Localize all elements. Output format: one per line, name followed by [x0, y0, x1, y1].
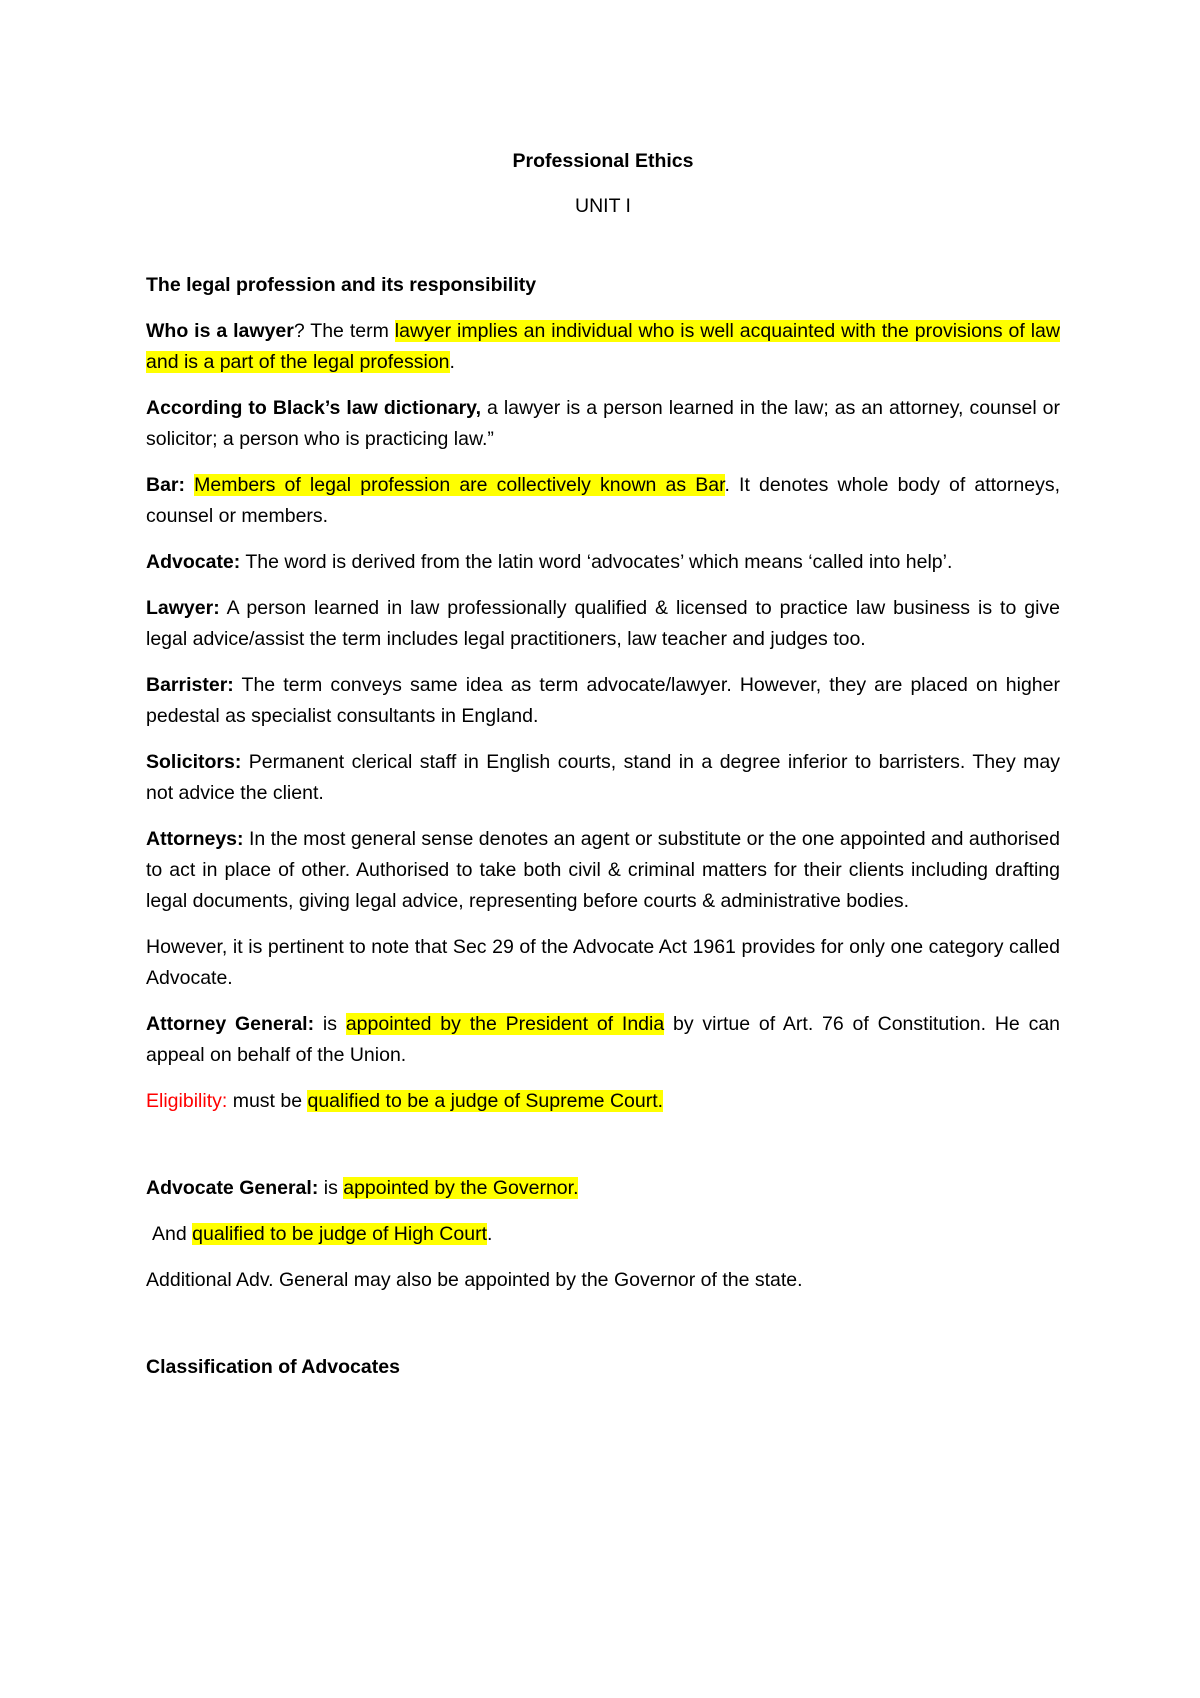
paragraph-eligibility: [146, 1086, 1060, 1117]
section-heading: The legal profession and its responsibility: [146, 274, 537, 296]
and-end: .: [487, 1223, 493, 1245]
and-pre: And: [152, 1223, 193, 1245]
advocate-text: The word is derived from the latin word ‘advocates’ which means ‘called into help’.: [240, 551, 953, 573]
paragraph-solicitors: [146, 747, 1060, 809]
classification-heading: Classification of Advocates: [146, 1356, 400, 1378]
solicitors-text: Permanent clerical staff in English courts, stand in a degree inferior to barristers. They may not advice the client.: [146, 751, 1060, 804]
attorneys-text: In the most general sense denotes an agent or substitute or the one appointed and authorised to act in place of other. Authorised to take both civil & criminal matters for their clients including drafting legal documents, giving legal advice, representing before courts & administrative bodies.: [146, 828, 1060, 912]
bar-highlight: Members of legal profession are collectively known as Bar: [194, 474, 725, 496]
paragraph-bar: [146, 470, 1060, 532]
paragraph-lawyer: [146, 593, 1060, 655]
paragraph-advocate: [146, 547, 1060, 578]
label-blacks-dictionary: According to Black’s law dictionary,: [146, 397, 481, 419]
label-attorneys: Attorneys:: [146, 828, 244, 850]
label-bar: Bar:: [146, 474, 186, 496]
label-lawyer: Lawyer:: [146, 597, 220, 619]
label-eligibility: Eligibility:: [146, 1090, 228, 1112]
label-solicitors: Solicitors:: [146, 751, 242, 773]
lawyer-text: A person learned in law professionally qualified & licensed to practice law business is to give legal advice/assist the term includes legal practitioners, law teacher and judges too.: [146, 597, 1060, 650]
paragraph-attorney-general: [146, 1009, 1060, 1071]
eligibility-highlight: qualified to be a judge of Supreme Court.: [307, 1090, 664, 1112]
paragraph-sec29: However, it is pertinent to note that Sec 29 of the Advocate Act 1961 provides for only one category called Advocate.: [146, 936, 1060, 989]
blacks-text: a lawyer is a person learned in the law; as an attorney, counsel or solicitor; a person who is practicing law.”: [146, 397, 1061, 450]
attorney-general-pre: is: [314, 1013, 346, 1035]
advocate-general-pre: is: [318, 1177, 344, 1199]
bar-text: . It denotes whole body of attorneys, counsel or members.: [146, 474, 1060, 527]
lawyer-def-end: .: [449, 351, 455, 373]
label-advocate-general: Advocate General:: [146, 1177, 319, 1199]
paragraph-who-is-lawyer: [146, 316, 1060, 378]
bar-space: [185, 474, 194, 496]
lawyer-def-question: ? The term: [293, 320, 395, 342]
paragraph-barrister: [146, 670, 1060, 732]
label-advocate: Advocate:: [146, 551, 241, 573]
paragraph-attorneys: [146, 824, 1060, 917]
paragraph-additional: Additional Adv. General may also be appointed by the Governor of the state.: [146, 1269, 803, 1291]
paragraph-blacks-dictionary: [146, 393, 1060, 455]
eligibility-pre: must be: [227, 1090, 308, 1112]
lawyer-def-highlight: lawyer implies an individual who is well acquainted with the provisions of law and is a part of the legal profession: [146, 320, 1060, 373]
advocate-general-highlight: appointed by the Governor.: [343, 1177, 579, 1199]
unit-heading: UNIT I: [575, 195, 631, 217]
document-body: [146, 146, 1060, 1398]
and-highlight: qualified to be judge of High Court: [192, 1223, 487, 1245]
label-barrister: Barrister:: [146, 674, 234, 696]
label-attorney-general: Attorney General:: [146, 1013, 315, 1035]
paragraph-advocate-general: [146, 1173, 1060, 1204]
label-who-is-lawyer: Who is a lawyer: [146, 320, 294, 342]
document-title: Professional Ethics: [512, 150, 694, 172]
paragraph-and-qualified: [146, 1219, 1060, 1250]
barrister-text: The term conveys same idea as term advocate/lawyer. However, they are placed on higher pedestal as specialist consultants in England.: [146, 674, 1060, 727]
attorney-general-highlight: appointed by the President of India: [345, 1013, 665, 1035]
attorney-general-text: by virtue of Art. 76 of Constitution. He can appeal on behalf of the Union.: [146, 1013, 1061, 1066]
